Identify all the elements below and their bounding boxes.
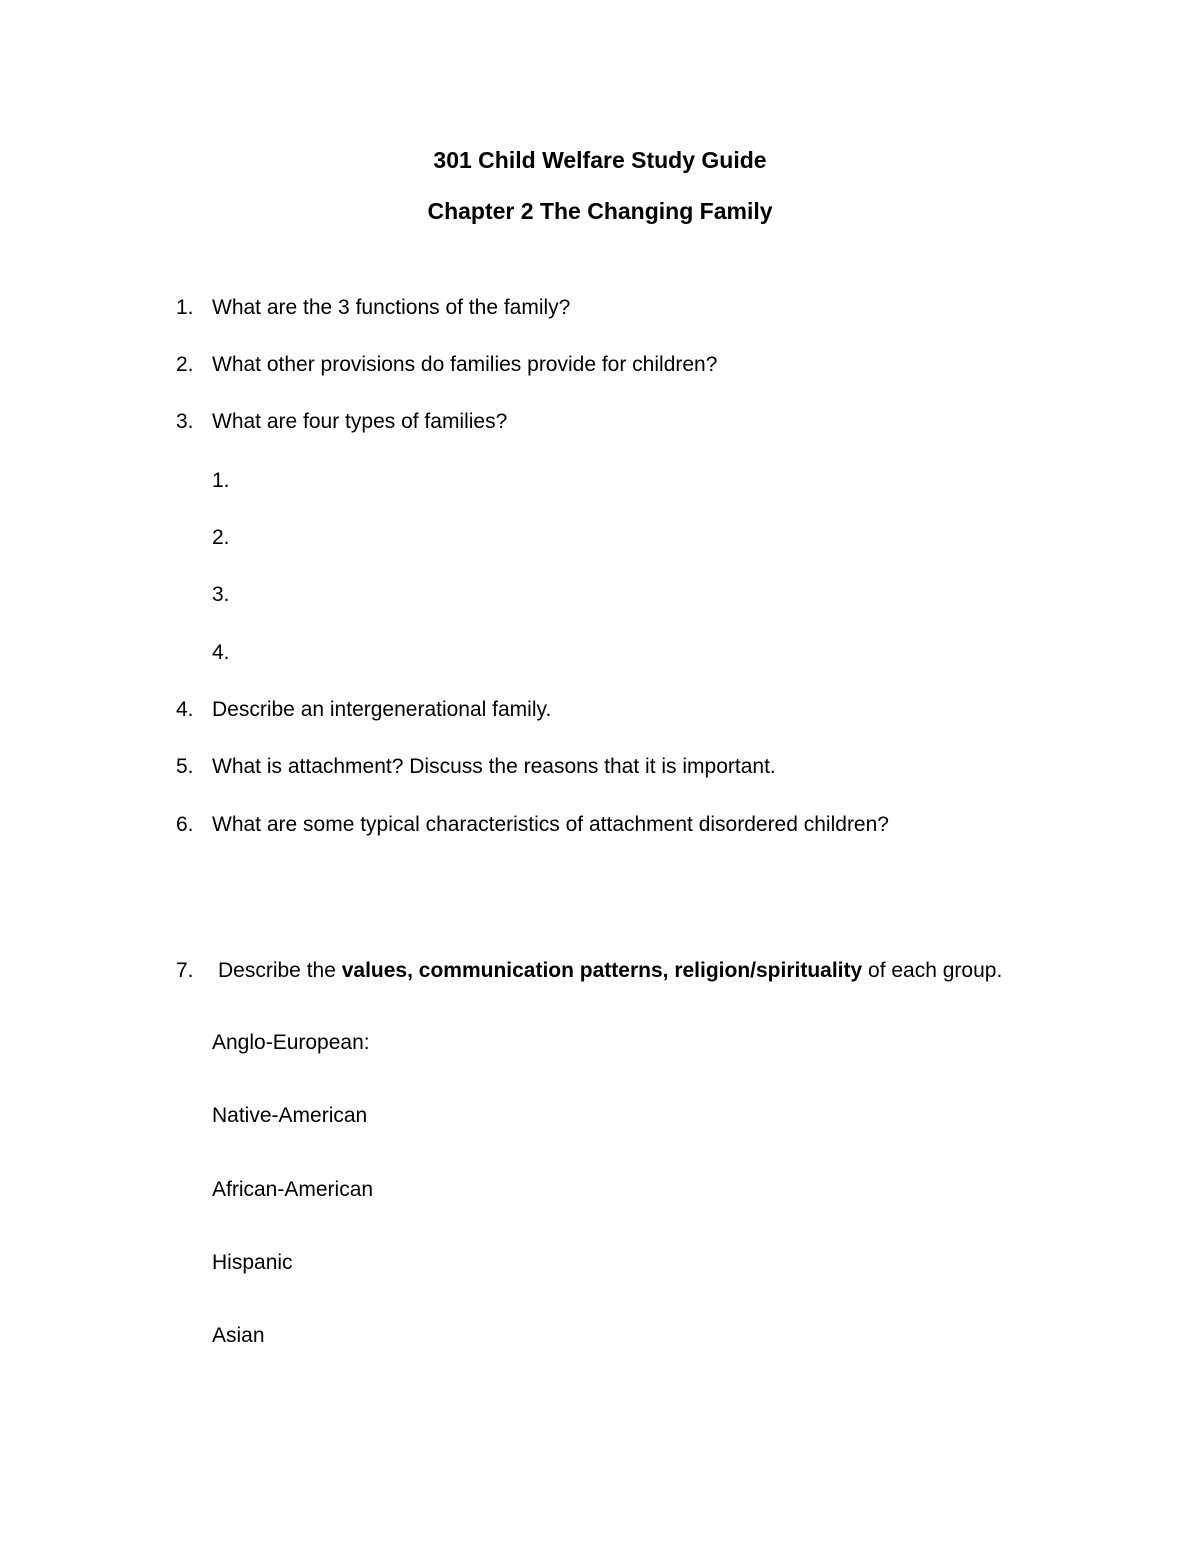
family-type-number: 4. (212, 641, 230, 664)
question-text: What are the 3 functions of the family? (212, 296, 571, 319)
group-label: Native-American (212, 1104, 368, 1127)
question7-prefix: Describe the (218, 959, 342, 982)
group-label: Anglo-European: (212, 1031, 370, 1054)
question-text: What are four types of families? (212, 410, 508, 433)
question7-emphasis: values, communication patterns, religion/spirituality (341, 959, 863, 982)
group-label: African-American (212, 1178, 374, 1201)
question-number: 1. (176, 296, 194, 319)
family-type-number: 1. (212, 469, 230, 492)
family-type-number: 3. (212, 583, 230, 606)
chapter-title: Chapter 2 The Changing Family (427, 198, 773, 224)
question-text: What other provisions do families provide for children? (212, 353, 718, 376)
family-type-number: 2. (212, 526, 230, 549)
question-number: 5. (176, 755, 194, 778)
group-label: Asian (212, 1324, 265, 1347)
question-text: Describe an intergenerational family. (212, 698, 552, 721)
question-text: What is attachment? Discuss the reasons that it is important. (212, 755, 776, 778)
group-label: Hispanic (212, 1251, 293, 1274)
question-number: 4. (176, 698, 194, 721)
question-number: 3. (176, 410, 194, 433)
question-text (218, 958, 1002, 984)
question-number: 7. (176, 959, 194, 982)
question7-suffix: of each group. (862, 959, 1003, 982)
document-title: 301 Child Welfare Study Guide (433, 147, 767, 173)
question-number: 6. (176, 813, 194, 836)
question-number: 2. (176, 353, 194, 376)
question-text: What are some typical characteristics of attachment disordered children? (212, 813, 889, 836)
